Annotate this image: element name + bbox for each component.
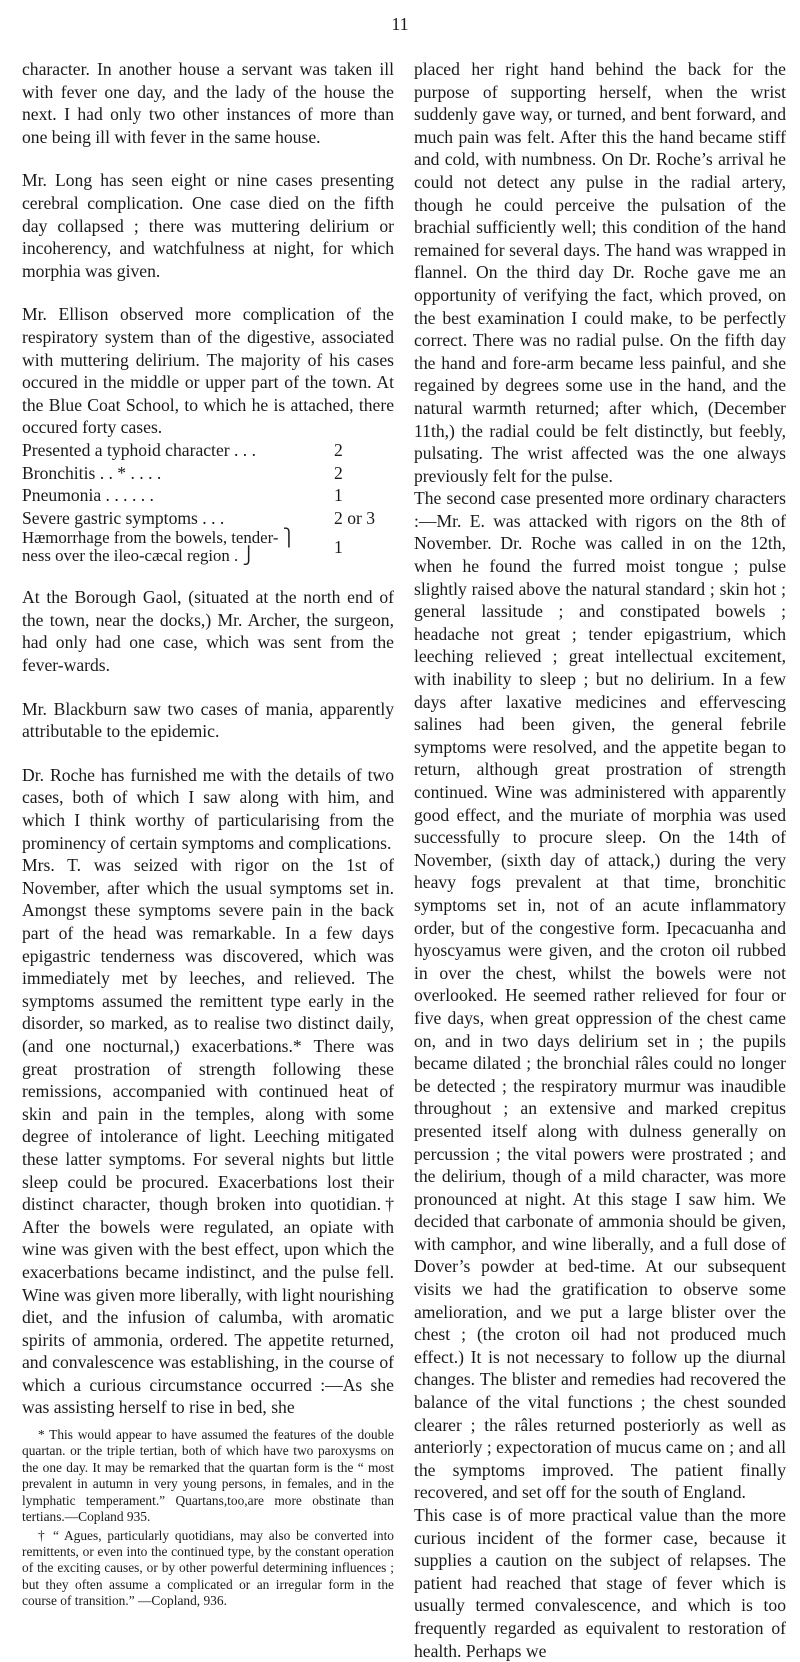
paragraph: Dr. Roche has furnished me with the details of two cases, both of which I saw along with him, and which I think worthy of particularising from the prominency of certain symptoms and complications.: [22, 764, 394, 853]
table-row-label: Pneumonia . . . . . .: [22, 485, 154, 506]
paragraph: Mr. Long has seen eight or nine cases presenting cerebral complication. One case died on the fifth day collapsed ; there was muttering delirium or incoherency, and watchfulness at night, for which morphia was given.: [22, 170, 394, 281]
table-row-label: [22, 529, 320, 565]
table-row-value: 2: [334, 462, 343, 483]
paragraph: This case is of more practical value than the more curious incident of the former case, because it supplies a caution on the subject of relapses. The patient had reached that stage of fever which is usually termed convalescence, and which is too frequently regarded as equivalent to restoration of health. Perhaps we: [414, 1505, 786, 1661]
right-column: [414, 58, 786, 1662]
table-row: [22, 484, 394, 507]
paragraph: character. In another house a servant was taken ill with fever one day, and the lady of the house the next. I had only two other instances of more than one being ill with fever in the same house.: [22, 59, 394, 147]
table-row: [22, 439, 394, 462]
table-row-label-line: Hæmorrhage from the bowels, tender- ⎫: [22, 528, 296, 548]
page-number: 11: [391, 14, 409, 34]
paragraph: placed her right hand behind the back for the purpose of supporting herself, when the wrist suddenly gave way, or turned, and bent forward, and much pain was felt. After this the hand became stiff and cold, with numbness. On Dr. Roche’s arrival he could not detect any pulse in the radial artery, though he could perceive the pulsation of the brachial sufficiently well; this condition of the hand remained for several days. The hand was wrapped in flannel. On the third day Dr. Roche gave me an opportunity of verifying the fact, which proved, on the best examination I could make, to be perfectly correct. There was no radial pulse. On the fifth day the hand and fore-arm became less painful, and she regained by degrees some use in the hand, and the natural warmth returned; after which, (December 11th,) the radial could be felt distinctly, but feebly, pulsating. The wrist affected was the one always previously felt for the pulse.: [414, 59, 786, 486]
table-row-value: 2: [334, 439, 343, 460]
paragraph: Mr. Blackburn saw two cases of mania, apparently attributable to the epidemic.: [22, 698, 394, 742]
footnote: † “ Agues, particularly quotidians, may also be converted into remittents, or even into the continued type, by the constant operation of the exciting causes, or by other powerful determining influences ; but they often assume a complicated or an irregular form in the course of transition.” —Copland, 936.: [22, 1527, 394, 1609]
table-row-label: Severe gastric symptoms . . .: [22, 507, 225, 528]
footnote: * This would appear to have assumed the features of the double quartan. or the triple tertian, both of which have two paroxysms on the one day. It may be remarked that the quartan form is the “ most prevalent in autumn in very young persons, in females, and in the lymphatic temperament.” Quartans,too,are more obstinate than tertians.—Copland 935.: [22, 1427, 394, 1525]
table-row: [22, 529, 394, 565]
table-row-label: Bronchitis . . * . . . .: [22, 462, 162, 483]
paragraph: The second case presented more ordinary characters :—Mr. E. was attacked with rigors on the 8th of November. Dr. Roche was called in on the 12th, when he found the furred moist tongue ; pulse slightly raised above the natural standard ; skin hot ; general lassitude ; and constipated bowels ; headache not great ; tender epigastrium, which leeching relieved ; great intellectual excitement, with inability to sleep ; but no delirium. In a few days after laxative medicines and effervescing salines had been given, the general febrile symptoms were resolved, and the appetite began to return, although great prostration of strength continued. Wine was administered with apparently good effect, and the muriate of morphia was used successfully to procure sleep. On the 14th of November, (sixth day of attack,) during the very heavy fogs prevalent at that time, bronchitic symptoms set in, not of an acute inflammatory order, but of the congestive form. Ipecacuanha and hyoscyamus were given, and the croton oil rubbed in over the chest, whilst the bowels were not overlooked. He seemed rather relieved for four or five days, when great oppression of the chest came on, and in two days delirium set in ; the pupils became dilated ; the bronchial râles could no longer be detected ; the respiratory murmur was inaudible throughout ; an extensive and marked crepitus presented itself along with dulness generally on percussion ; the vital powers were prostrated ; and the delirium, though of a mild character, was more pronounced at night. At this stage I saw him. We decided that carbonate of ammonia should be given, with camphor, and wine liberally, and a full dose of Dover’s powder at bed-time. At our subsequent visits we had the gratification to observe some amelioration, and we put a large blister over the chest ; (the croton oil had not produced much effect.) It is not necessary to follow up the diurnal changes. The blister and remedies had recovered the balance of the vital functions ; the chest sounded clearer ; the râles returned posteriorly as well as anteriorly ; expectoration of mucus came on ; and all the symptoms improved. The patient finally recovered, and set off for the south of England.: [414, 488, 786, 1503]
paragraph: Mrs. T. was seized with rigor on the 1st of November, after which the usual symptoms set in. Amongst these symptoms severe pain in the back part of the head was remarkable. In a few days epigastric tenderness was discovered, which was immediately met by leeches, and relieved. The symptoms assumed the remittent type early in the disorder, so marked, as to realise two distinct daily, (and one nocturnal,) exacerbations.* There was great prostration of strength following these remissions, accompanied with continued heat of skin and pain in the temples, along with some degree of intolerance of light. Leeching mitigated these latter symptoms. For several nights but little sleep could be procured. Exacerbations lost their distinct character, though broken into quotidian.† After the bowels were regulated, an opiate with wine was given with the best effect, upon which the exacerbations became indistinct, and the pulse fell. Wine was given more liberally, with light nourishing diet, and the infusion of calumba, with aromatic spirits of ammonia, ordered. The appetite returned, and convalescence was establishing, in the course of which a curious circumstance occurred :—As she was assisting herself to rise in bed, she: [22, 855, 394, 1418]
paragraph: Mr. Ellison observed more complication of the respiratory system than of the digestive, associated with muttering delirium. The majority of his cases occured in the middle or upper part of the town. At the Blue Coat School, to which he is attached, there occured forty cases.: [22, 304, 394, 438]
table-row-label-line: ness over the ileo-cæcal region . ⎭: [22, 546, 255, 566]
paragraph: At the Borough Gaol, (situated at the north end of the town, near the docks,) Mr. Archer, the surgeon, had only had one case, which was sent from the fever-wards.: [22, 587, 394, 676]
table-row-value: 2 or 3: [334, 507, 376, 528]
table-row-value: 1: [334, 485, 343, 506]
table-row-value: 1: [334, 536, 343, 557]
table-row: [22, 507, 394, 530]
table-row: [22, 462, 394, 485]
table-row-label: Presented a typhoid character . . .: [22, 439, 257, 460]
left-column: [22, 58, 394, 1610]
case-table: [22, 439, 394, 565]
